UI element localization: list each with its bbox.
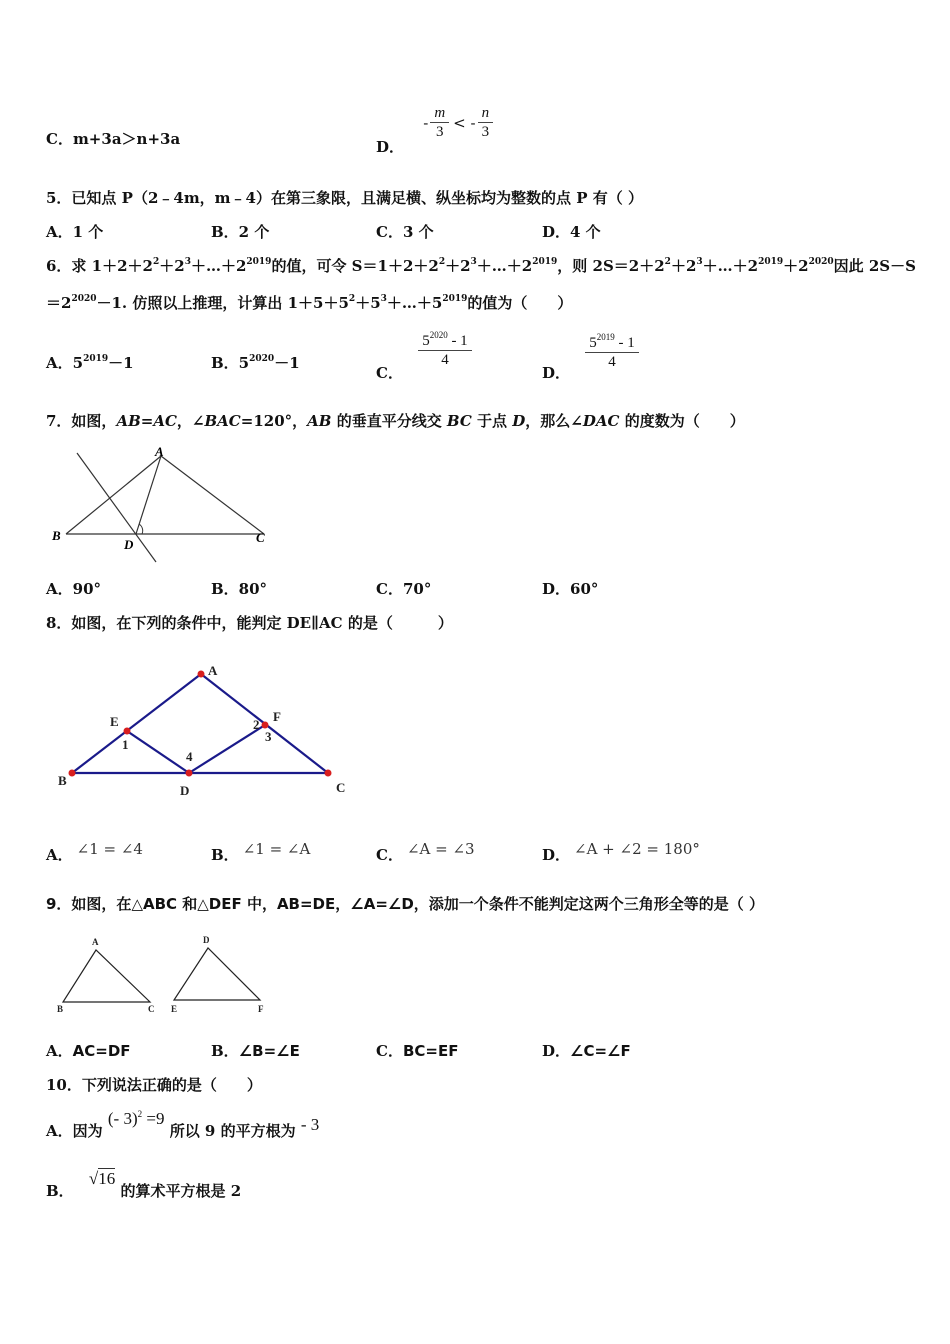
q8-option-a: A． ∠1 = ∠4 <box>46 840 143 864</box>
q9-triangle-def <box>174 948 260 1000</box>
q8-point-f <box>262 722 269 729</box>
q8-label-b: B <box>58 773 67 788</box>
q10-option-a: A．因为 (- 3)$^2$ =9 所以 9 的平方根为 - 3 <box>46 1109 320 1140</box>
q6-option-b: B．$5^{2020}-1$ <box>211 354 300 372</box>
q7-label-c: C <box>256 530 265 545</box>
q7-figure <box>46 440 276 565</box>
q7-label-b: B <box>52 528 61 543</box>
q8-segment-ed <box>127 731 189 773</box>
q9-triangle-abc <box>63 950 150 1002</box>
q8-point-e <box>124 728 131 735</box>
q8-option-c: C． ∠A = ∠3 <box>376 840 475 864</box>
q4-option-c: C．m+3a＞n+3a <box>46 130 181 148</box>
q6-option-d: D． $\frac{5^{2019} - 1}{4}$ <box>542 328 639 371</box>
q5-option-d: D．4 个 <box>542 223 601 241</box>
q9-option-b: B．∠B=∠E <box>211 1042 300 1060</box>
q7-angle-mark <box>139 524 143 534</box>
q7-label-d: D <box>124 537 134 552</box>
q8-point-b <box>69 770 76 777</box>
q9-label-b: B <box>57 1004 64 1014</box>
q6-option-a: A．$5^{2019}-1$ <box>46 354 134 372</box>
q8-label-d: D <box>180 783 190 798</box>
q7-label-a: A <box>155 444 164 459</box>
q8-point-c <box>325 770 332 777</box>
q9-label-e: E <box>171 1004 178 1014</box>
q5-stem: 5．已知点 P（2﹣4m，m﹣4）在第三象限，且满足横、纵坐标均为整数的点 P 有（ ） <box>46 189 643 207</box>
q8-figure <box>50 655 360 805</box>
q8-label-angle-3: 3 <box>265 729 272 744</box>
q7-stem: 7．如图，AB=AC，∠BAC=120°，AB 的垂直平分线交 BC 于点 D，那么∠DAC 的度数为（ ） <box>46 412 745 430</box>
q8-option-d: D． ∠A + ∠2 = 180° <box>542 840 700 864</box>
q5-option-c: C．3 个 <box>376 223 434 241</box>
q8-label-angle-1: 1 <box>122 737 129 752</box>
q5-option-a: A．1 个 <box>46 223 104 241</box>
q7-segment-ad <box>136 456 161 534</box>
q7-segment-ac <box>161 456 264 534</box>
q8-segment-df <box>189 725 265 773</box>
q9-figure <box>52 932 272 1020</box>
q9-label-f: F <box>258 1004 264 1014</box>
q8-point-d <box>186 770 193 777</box>
q8-point-a <box>198 671 205 678</box>
q8-stem: 8．如图，在下列的条件中，能判定 DE∥AC 的是（ ） <box>46 614 453 632</box>
q9-label-a: A <box>92 937 99 947</box>
q6-option-c: C． $\frac{5^{2020} - 1}{4}$ <box>376 326 472 369</box>
sqrt-symbol: √ <box>88 1169 99 1188</box>
q7-option-d: D．60° <box>542 580 599 598</box>
q9-option-c: C．BC=EF <box>376 1042 459 1060</box>
q4-option-d: D． - $\frac{m}{3}$ < - $\frac{n}{3}$ <box>376 104 493 141</box>
q8-label-e: E <box>110 714 119 729</box>
q7-option-a: A．90° <box>46 580 102 598</box>
q9-option-a: A．AC=DF <box>46 1042 131 1060</box>
q9-stem: 9．如图，在△ABC 和△DEF 中，AB=DE，∠A=∠D，添加一个条件不能判定这两个三角形全等的是（ ） <box>46 895 765 913</box>
q7-option-b: B．80° <box>211 580 268 598</box>
q7-option-c: C．70° <box>376 580 432 598</box>
q10-option-b: B． √16 的算术平方根是 2 <box>46 1169 242 1200</box>
q8-label-angle-2: 2 <box>253 717 260 732</box>
q8-segment-ba <box>72 674 201 773</box>
q9-label-c: C <box>148 1004 155 1014</box>
q8-label-a: A <box>208 663 218 678</box>
q6-stem-line1: 6．求 $1+2+2^2+2^3+\dots+2^{2019}$的值，可令 $S=1+2+2^2+2^3+\dots+2^{2019}$，则 $2S=2+2^2+2^3+\dots+2^{2019}+2^{2020}$因此 2S－S <box>46 257 916 275</box>
q5-option-b: B．2 个 <box>211 223 270 241</box>
q7-segment-ab <box>66 456 161 534</box>
q8-option-b: B． ∠1 = ∠A <box>211 840 311 864</box>
q10-stem: 10．下列说法正确的是（ ） <box>46 1076 262 1094</box>
q9-option-d: D．∠C=∠F <box>542 1042 631 1060</box>
q9-label-d: D <box>203 935 210 945</box>
q8-label-f: F <box>273 709 281 724</box>
q8-label-angle-4: 4 <box>186 749 193 764</box>
q6-stem-line2: $=2^{2020}-1$. 仿照以上推理，计算出 $1+5+5^2+5^3+\dots+5^{2019}$的值为（ ） <box>46 294 573 312</box>
q8-label-c: C <box>336 780 346 795</box>
